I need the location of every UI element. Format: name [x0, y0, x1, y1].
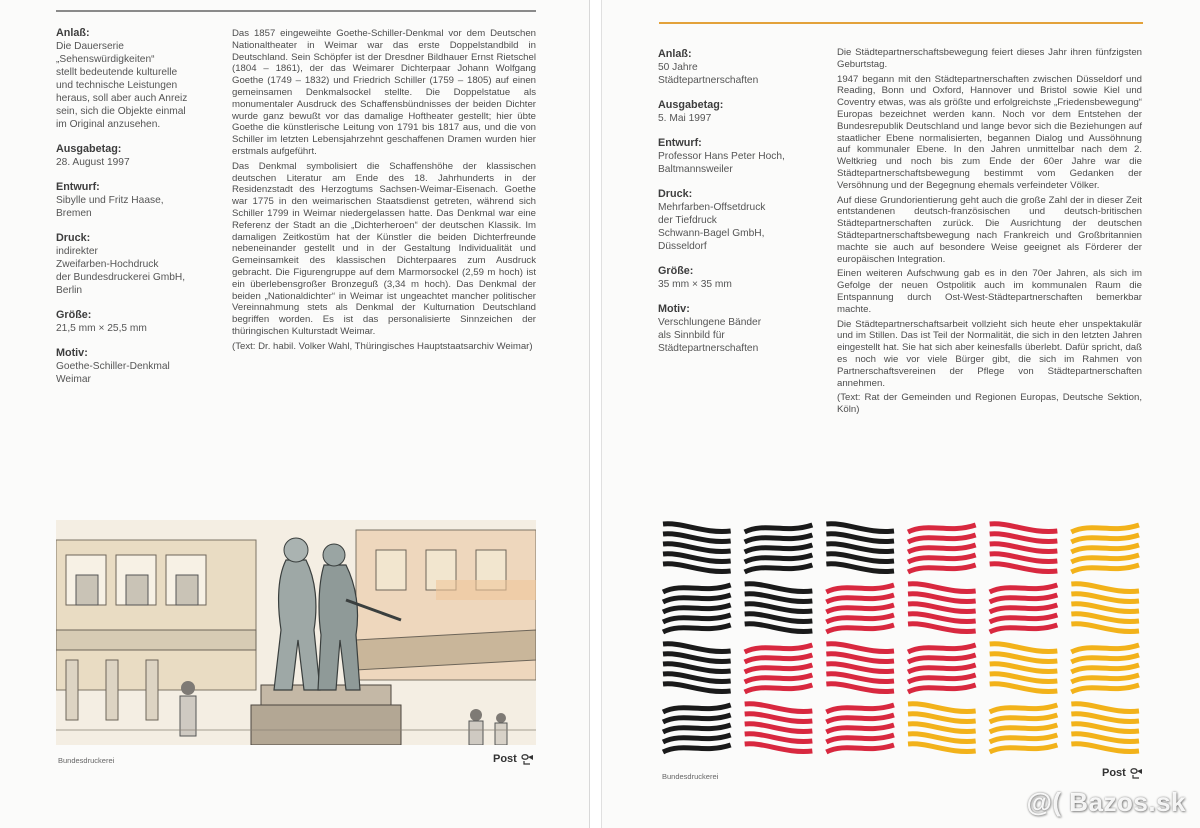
stamp-2-3 [908, 645, 976, 692]
goethe-schiller-illustration [56, 520, 536, 745]
monument-drawing [56, 520, 536, 745]
right-label-druck: Druck: [658, 188, 693, 200]
post-horn-icon [1129, 767, 1143, 779]
left-label-anlass: Anlaß: [56, 27, 90, 39]
stamp-2-1 [745, 645, 813, 692]
right-paragraph-3: Auf diese Grundorientierung geht auch die große Zahl der in dieser Zeit entstandenen deutsch-französischen und deutsch-britischen Städtepartnerschaften zurück. Die Ausrichtung der deutschen Städtepartnerschaftsbewegung nach Frankreich und Großbritannien machte sie auch auf besondere Weise geeignet als Förderer der europäischen Integration. [837, 194, 1142, 265]
right-value-motiv: Verschlungene Bänder als Sinnbild für Städtepartnerschaften [658, 317, 762, 354]
left-value-ausgabetag: 28. August 1997 [56, 157, 130, 168]
right-label-entwurf: Entwurf: [658, 137, 702, 149]
right-value-druck: Mehrfarben-Offsetdruck der Tiefdruck Schwann-Bagel GmbH, Düsseldorf [658, 202, 766, 252]
left-value-groesse: 21,5 mm × 25,5 mm [56, 323, 147, 334]
left-meta-column [56, 27, 216, 386]
left-label-ausgabetag: Ausgabetag: [56, 143, 122, 155]
left-post-label: Post [493, 753, 517, 765]
stamp-3-3 [908, 704, 976, 752]
bazos-watermark: @( Bazos.sk [1026, 787, 1186, 817]
stamp-2-2 [826, 644, 894, 692]
stamp-3-0 [663, 705, 731, 752]
stamp-2-4 [990, 644, 1058, 692]
stamp-1-5 [1071, 584, 1139, 632]
right-footer-printer: Bundesdruckerei [662, 772, 719, 781]
left-value-druck: indirekter Zweifarben-Hochdruck der Bundesdruckerei GmbH, Berlin [56, 246, 186, 296]
stamp-1-3 [908, 584, 976, 632]
right-paragraph-2: 1947 begann mit den Städtepartnerschaften zwischen Düsseldorf und Reading, Bonn und Oxford, Hannover und Bristol sowie Kiel und Coventry etwas, was als größte und erfolgreichste „Friedensbewegung“ Europas bezeichnet werden kann. Noch vor dem Entstehen der Bundesrepublik Deutschland und lange bevor sich die Beziehungen auf staatlicher Ebene normalisierten, begannen Dialog und Aussöhnung auf kommunaler Ebene. In den Jahren unmittelbar nach dem 2. Weltkrieg und noch bis zum Ende der 60er Jahre war die Städtepartnerschaftsbewegung bestimmt vom Gedanken der Versöhnung und der Begegnung ehemals verfeindeter Völker. [837, 73, 1142, 191]
stamp-3-2 [826, 705, 894, 752]
left-post-logo [493, 753, 534, 765]
stamp-0-3 [908, 525, 976, 572]
left-value-motiv: Goethe-Schiller-Denkmal Weimar [56, 361, 170, 385]
stamp-3-4 [990, 705, 1058, 752]
right-paragraph-4: Einen weiteren Aufschwung gab es in den 70er Jahren, als sich im Gefolge der neuen Ostpolitik auch im kommunalen Raum die Entspannung durch Ost-West-Städtepartnerschaften bemerkbar machte. [837, 268, 1142, 315]
page-gutter [590, 0, 601, 828]
stamp-1-2 [826, 585, 894, 632]
stamp-3-5 [1071, 704, 1139, 752]
right-value-groesse: 35 mm × 35 mm [658, 279, 732, 290]
right-paragraph-1: Die Städtepartnerschaftsbewegung feiert dieses Jahr ihren fünfzigsten Geburtstag. [837, 47, 1142, 70]
right-value-ausgabetag: 5. Mai 1997 [658, 113, 712, 124]
stamp-1-4 [990, 585, 1058, 632]
stamp-2-0 [663, 644, 731, 692]
left-footer-printer: Bundesdruckerei [58, 756, 115, 765]
right-top-rule [659, 22, 1143, 24]
left-label-entwurf: Entwurf: [56, 181, 100, 193]
stamp-1-0 [663, 585, 731, 632]
left-value-anlass: Die Dauerserie „Sehenswürdigkeiten“ stellt bedeutende kulturelle und technische Leistungen heraus, soll aber auch Anreiz sein, sich die Objekte einmal im Original anzusehen. [56, 41, 188, 130]
left-top-rule [56, 10, 536, 12]
left-paragraph-3: (Text: Dr. habil. Volker Wahl, Thüringisches Hauptstaatsarchiv Weimar) [232, 340, 533, 352]
stamp-3-1 [745, 704, 813, 752]
right-page [601, 0, 1200, 828]
right-label-anlass: Anlaß: [658, 48, 692, 60]
stamp-0-5 [1071, 525, 1139, 572]
left-body-text [232, 28, 536, 356]
right-body-text [837, 47, 1142, 419]
stamp-0-4 [990, 524, 1058, 572]
right-meta-column [658, 48, 818, 355]
left-label-druck: Druck: [56, 232, 91, 244]
stamp-2-5 [1071, 645, 1139, 692]
right-value-anlass: 50 Jahre Städtepartnerschaften [658, 62, 759, 86]
stamp-0-1 [745, 525, 813, 572]
left-paragraph-1: Das 1857 eingeweihte Goethe-Schiller-Denkmal vor dem Deutschen Nationaltheater in Weimar war das erste Doppelstandbild in Deutschland. Sein Schöpfer ist der Dresdner Bildhauer Ernst Rietschel (1804 – 1861), der das Weimarer Dichterpaar Johann Wolfgang Goethe (1749 – 1832) und Friedrich Schiller (1759 – 1805) auf einen gemeinsamen Denkmalsockel stellte. Die Doppelstatue als monumentaler Ausdruck des Schaffensbündnisses der beiden Dichter wurde ganz bewußt vor das damalige Hoftheater gestellt; hier übte Goethe die künstlerische Leitung von 1791 bis 1817 aus, und die von Schiller im letzten Lebensjahrzehnt geschaffenen Dramen wurden hier erstmals aufgeführt. [232, 28, 536, 157]
right-value-entwurf: Professor Hans Peter Hoch, Baltmannsweiler [658, 151, 785, 175]
right-label-groesse: Größe: [658, 265, 694, 277]
right-post-label: Post [1102, 767, 1126, 779]
left-label-motiv: Motiv: [56, 347, 88, 359]
left-label-groesse: Größe: [56, 309, 92, 321]
stamp-1-1 [745, 584, 813, 632]
stamp-0-2 [826, 524, 894, 572]
right-paragraph-6: (Text: Rat der Gemeinden und Regionen Europas, Deutsche Sektion, Köln) [837, 392, 1142, 416]
left-value-entwurf: Sibylle und Fritz Haase, Bremen [56, 195, 164, 219]
right-paragraph-5: Die Städtepartnerschaftsarbeit vollzieht sich heute eher unspektakulär und im Stillen. Das ist Teil der Normalität, die sich in den letzten Jahren eingestellt hat. Sie hat sich aber keinesfalls überlebt. Dafür spricht, daß es noch wie vor viele Bürger gibt, die sich im Rahmen von Partnerschaftsvereinen der Pflege von Städtepartnerschaften annehmen. [837, 318, 1142, 389]
left-page [0, 0, 590, 828]
left-paragraph-2: Das Denkmal symbolisiert die Schaffenshöhe der klassischen deutschen Literatur am Ende des 18. Jahrhunderts in der Residenzstadt des Herzogtums Sachsen-Weimar-Eisenach. Goethe war 1775 in den weimarischen Staatsdienst getreten, während sich Schiller 1799 in Weimar niedergelassen hatte. Das Denkmal war eine Referenz der Stadt an die „Dichterheroen“ der deutschen Klassik. Im damaligen Zeitkostüm hat der Künstler die beiden Dichterfreunde nebeneinander gestellt und in der Gestaltung Individualität und Gemeinsamkeit des klassischen Dichterpaares zum Ausdruck gebracht. Die Figurengruppe auf dem Marmorsockel (2,59 m hoch) ist ein überlebensgroßer Bronzeguß (3,34 m hoch). Das Denkmal der beiden „Nationaldichter“ in Weimar ist ungeachtet mancher politischer Vereinnahmung stets als Denkmal der Kulturnation Deutschland begriffen worden. Es ist das personalisierte Sinnzeichen der thüringischen Kulturstadt Weimar. [232, 160, 536, 337]
right-label-motiv: Motiv: [658, 303, 690, 315]
post-horn-icon [520, 753, 534, 765]
right-post-logo [1102, 767, 1143, 779]
right-label-ausgabetag: Ausgabetag: [658, 99, 724, 111]
stamp-block-ribbons [659, 520, 1149, 760]
stamp-0-0 [663, 524, 731, 572]
